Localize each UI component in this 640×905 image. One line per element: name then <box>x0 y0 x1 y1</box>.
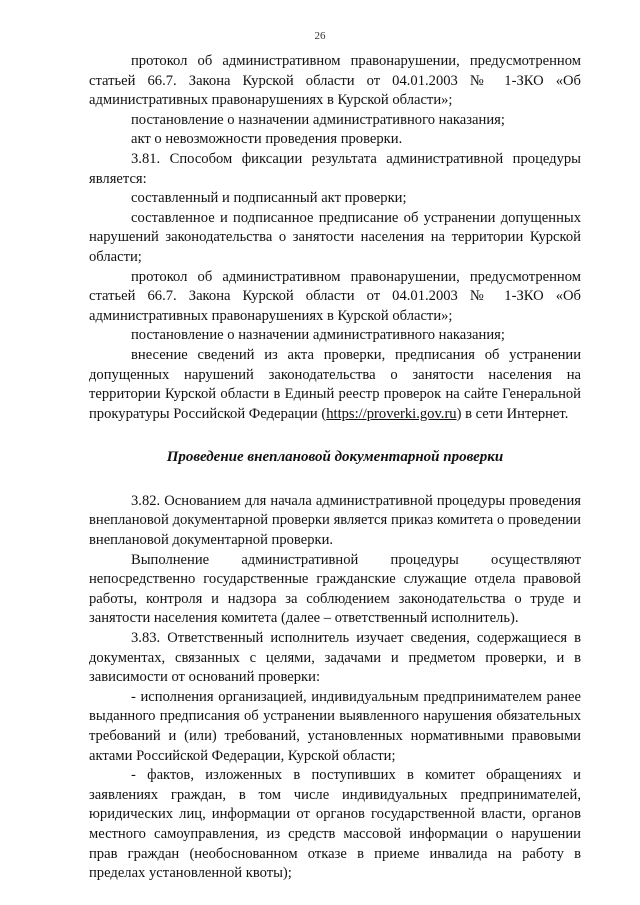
paragraph: протокол об административном правонарушении, предусмотренном статьей 66.7. Закона Курской области от 04.01.2003 № 1-ЗКО «Об административных правонарушениях в Курской области»; <box>89 53 581 109</box>
paragraph-tail: ) в сети Интернет. <box>456 405 569 422</box>
paragraph: постановление о назначении административного наказания; <box>131 327 505 344</box>
proverki-link[interactable]: https://proverki.gov.ru <box>326 405 457 422</box>
paragraph-text: внесение сведений из акта проверки, предписания об устранении допущенных нарушений законодательства о занятости населения на территории Курской области в Единый реестр проверок на сайте Генеральной прокуратуры Российской Федерации ( <box>89 346 581 422</box>
paragraph: постановление о назначении административного наказания; <box>131 111 505 128</box>
paragraph: составленный и подписанный акт проверки; <box>131 190 407 207</box>
paragraph: 3.83. Ответственный исполнитель изучает сведения, содержащиеся в документах, связанных с целями, задачами и предметом проверки, и в зависимости от оснований проверки: <box>89 630 581 686</box>
paragraph: 3.82. Основанием для начала административной процедуры проведения внеплановой документарной проверки является приказ комитета о проведении внеплановой документарной проверки. <box>89 492 581 549</box>
paragraph: акт о невозможности проведения проверки. <box>131 131 403 148</box>
page-number: 26 <box>314 30 326 42</box>
paragraph: составленное и подписанное предписание об устранении допущенных нарушений законодательства о занятости населения на территории Курской области; <box>89 209 581 265</box>
list-item: - исполнения организацией, индивидуальным предпринимателем ранее выданного предписания об устранении выявленного нарушения обязательных требований и (или) требований, установленных нормативными правовыми актами Российской Федерации, Курской области; <box>89 688 581 764</box>
paragraph: Выполнение административной процедуры осуществляют непосредственно государственные гражданские служащие отдела правовой работы, контроля и надзора за соблюдением законодательства о труде и занятости населения комитета (далее – ответственный исполнитель). <box>89 551 581 627</box>
paragraph: 3.81. Способом фиксации результата административной процедуры является: <box>89 150 581 187</box>
document-body <box>89 52 581 884</box>
paragraph: протокол об административном правонарушении, предусмотренном статьей 66.7. Закона Курской области от 04.01.2003 № 1-ЗКО «Об административных правонарушениях в Курской области»; <box>89 268 581 324</box>
paragraph-with-link <box>89 346 581 424</box>
list-item: - фактов, изложенных в поступивших в комитет обращениях и заявлениях граждан, в том числе индивидуальных предпринимателей, юридических лиц, информации от органов государственной власти, органов местного самоуправления, из средств массовой информации о нарушении прав граждан (необоснованном отказе в приеме инвалида на работу в пределах установленной квоты); <box>89 767 581 882</box>
section-heading: Проведение внеплановой документарной проверки <box>166 449 504 466</box>
